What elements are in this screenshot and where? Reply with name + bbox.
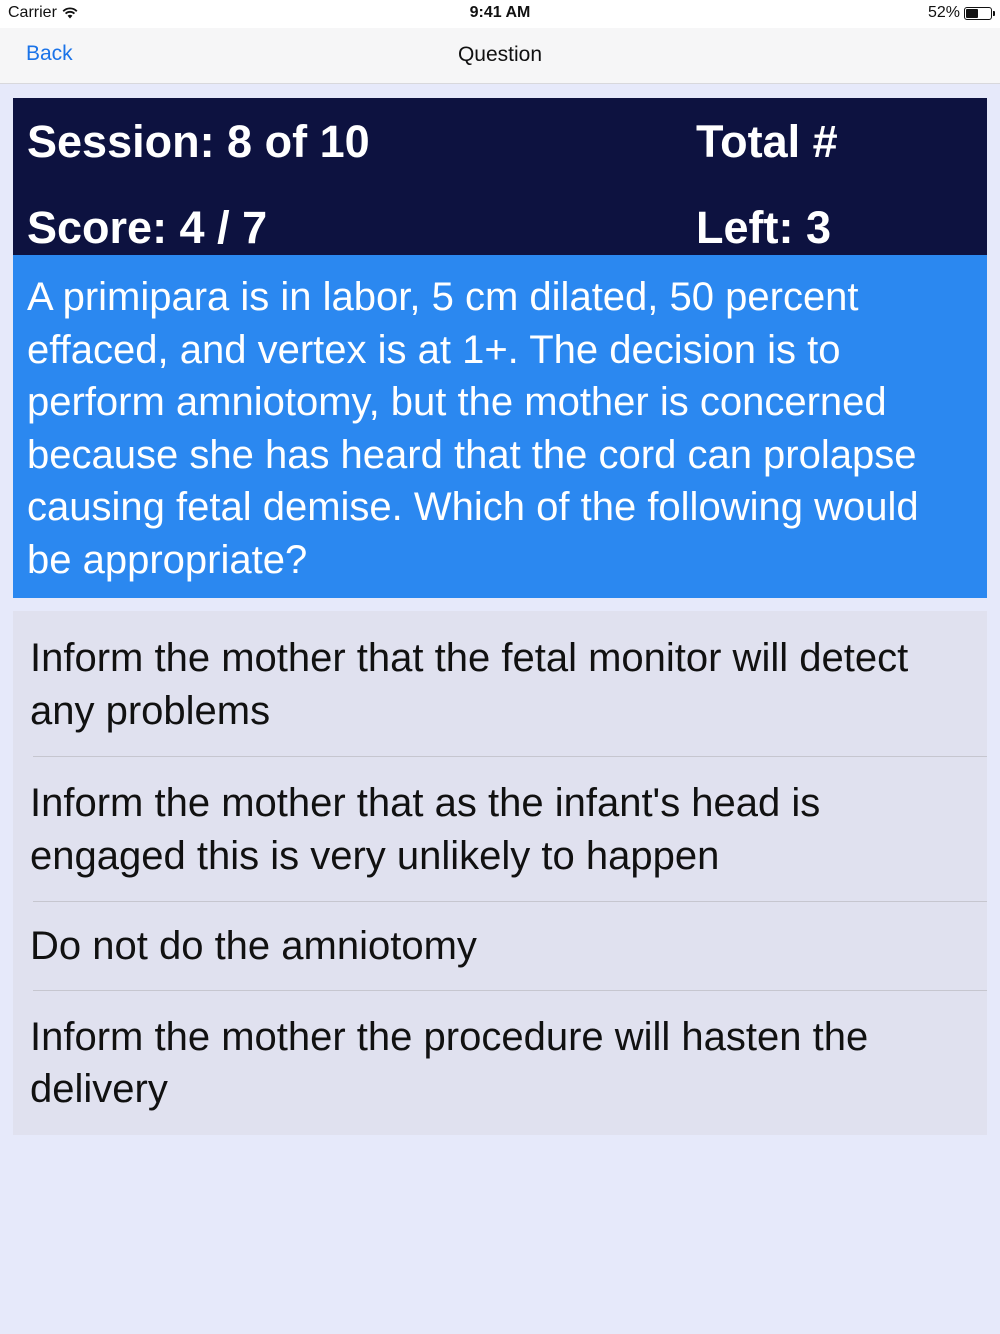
answer-option-4[interactable]: Inform the mother the procedure will hasten the delivery bbox=[13, 990, 987, 1135]
score-label: Score: 4 / 7 bbox=[27, 202, 268, 253]
answer-option-3[interactable]: Do not do the amniotomy bbox=[13, 901, 987, 990]
answer-option-2[interactable]: Inform the mother that as the infant's head is engaged this is very unlikely to happen bbox=[13, 756, 987, 901]
status-bar bbox=[0, 0, 1000, 28]
battery-percent: 52% bbox=[927, 4, 960, 21]
answer-list bbox=[13, 611, 987, 1135]
status-time: 9:41 AM bbox=[469, 4, 531, 21]
left-label: Left: 3 bbox=[696, 202, 831, 253]
navigation-bar bbox=[0, 28, 1000, 84]
answer-option-1[interactable]: Inform the mother that the fetal monitor will detect any problems bbox=[30, 636, 909, 733]
total-label: Total # bbox=[696, 116, 838, 167]
carrier-label: Carrier bbox=[8, 4, 57, 21]
question-text: A primipara is in labor, 5 cm dilated, 50 percent effaced, and vertex is at 1+. The decision is to perform amniotomy, but the mother is concerned because she has heard that the cord can prolapse causing fetal demise. Which of the following would be appropriate? bbox=[13, 255, 987, 598]
battery-fill bbox=[966, 9, 978, 18]
wifi-icon bbox=[62, 7, 78, 19]
nav-title: Question bbox=[457, 43, 543, 66]
battery-icon bbox=[964, 7, 992, 20]
session-header bbox=[13, 98, 987, 255]
session-label: Session: 8 of 10 bbox=[27, 116, 370, 167]
carrier-group bbox=[8, 4, 78, 22]
back-button[interactable]: Back bbox=[26, 42, 73, 65]
battery-group bbox=[928, 4, 992, 22]
